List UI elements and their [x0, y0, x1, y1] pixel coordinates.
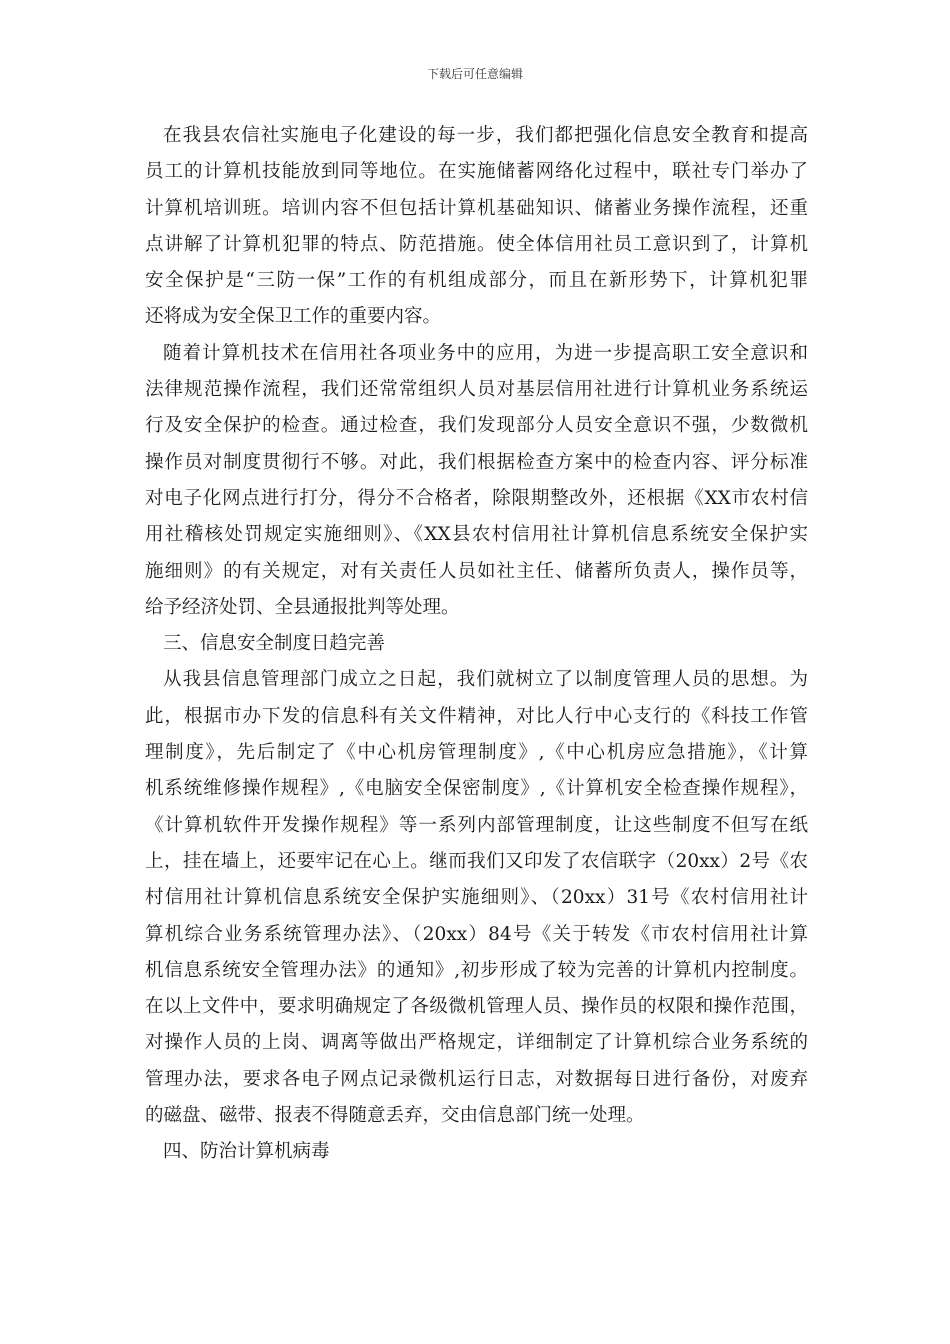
- text-line: 在以上文件中，要求明确规定了各级微机管理人员、操作员的权限和操作范围，: [145, 996, 808, 1018]
- text-line: 随着计算机技术在信用社各项业务中的应用，为进一步提高职工安全意识和: [163, 342, 808, 364]
- paragraph-1: [145, 118, 808, 336]
- text-line: 机信息系统安全管理办法》的通知》,初步形成了较为完善的计算机内控制度。: [145, 959, 808, 981]
- text-line: 施细则》的有关规定，对有关责任人员如社主任、储蓄所负责人，操作员等，: [145, 560, 808, 582]
- text-line: 还将成为安全保卫工作的重要内容。: [145, 306, 442, 328]
- text-line: 给予经济处罚、全县通报批判等处理。: [145, 596, 460, 618]
- page-header: 下载后可任意编辑: [426, 67, 523, 81]
- paragraph-2: [145, 336, 808, 626]
- text-line: 员工的计算机技能放到同等地位。在实施储蓄网络化过程中，联社专门举办了: [145, 161, 808, 183]
- text-line: 行及安全保护的检查。通过检查，我们发现部分人员安全意识不强，少数微机: [145, 415, 808, 437]
- text-line: 对电子化网点进行打分，得分不合格者，除限期整改外，还根据《XX市农村信: [145, 487, 808, 509]
- text-line: 用社稽核处罚规定实施细则》、《XX县农村信用社计算机信息系统安全保护实: [145, 524, 808, 546]
- text-line: 点讲解了计算机犯罪的特点、防范措施。使全体信用社员工意识到了，计算机: [145, 233, 808, 255]
- text-line: 法律规范操作流程，我们还常常组织人员对基层信用社进行计算机业务系统运: [145, 379, 808, 401]
- text-line: 村信用社计算机信息系统安全保护实施细则》、（20xx）31号《农村信用社计: [145, 887, 808, 909]
- text-line: 操作员对制度贯彻行不够。对此，我们根据检查方案中的检查内容、评分标准: [145, 451, 808, 473]
- text-line: 《计算机软件开发操作规程》等一系列内部管理制度，让这些制度不但写在纸: [145, 814, 808, 836]
- document-body: [145, 118, 808, 1171]
- text-line: 上，挂在墙上，还要牢记在心上。继而我们又印发了农信联字（20xx）2号《农: [145, 850, 808, 872]
- text-line: 理制度》，先后制定了《中心机房管理制度》,《中心机房应急措施》，《计算: [145, 742, 808, 764]
- text-line: 在我县农信社实施电子化建设的每一步，我们都把强化信息安全教育和提高: [163, 125, 808, 146]
- text-line: 安全保护是“三防一保”工作的有机组成部分，而且在新形势下，计算机犯罪: [145, 270, 808, 292]
- text-line: 计算机培训班。培训内容不但包括计算机基础知识、储蓄业务操作流程，还重: [145, 197, 808, 219]
- text-line: 的磁盘、磁带、报表不得随意丢弃，交由信息部门统一处理。: [145, 1105, 645, 1127]
- section-heading-3: 三、信息安全制度日趋完善: [163, 633, 386, 655]
- text-line: 对操作人员的上岗、调离等做出严格规定，详细制定了计算机综合业务系统的: [145, 1032, 808, 1054]
- text-line: 算机综合业务系统管理办法》、（20xx）84号《关于转发《市农村信用社计算: [145, 923, 808, 945]
- text-line: 机系统维修操作规程》,《电脑安全保密制度》,《计算机安全检查操作规程》，: [145, 778, 808, 800]
- text-line: 从我县信息管理部门成立之日起，我们就树立了以制度管理人员的思想。为: [163, 669, 808, 691]
- text-line: 管理办法，要求各电子网点记录微机运行日志，对数据每日进行备份，对废弃: [145, 1068, 808, 1090]
- section-heading-4: 四、防治计算机病毒: [163, 1141, 330, 1163]
- paragraph-3: [145, 662, 808, 1134]
- text-line: 此，根据市办下发的信息科有关文件精神，对比人行中心支行的《科技工作管: [145, 705, 808, 727]
